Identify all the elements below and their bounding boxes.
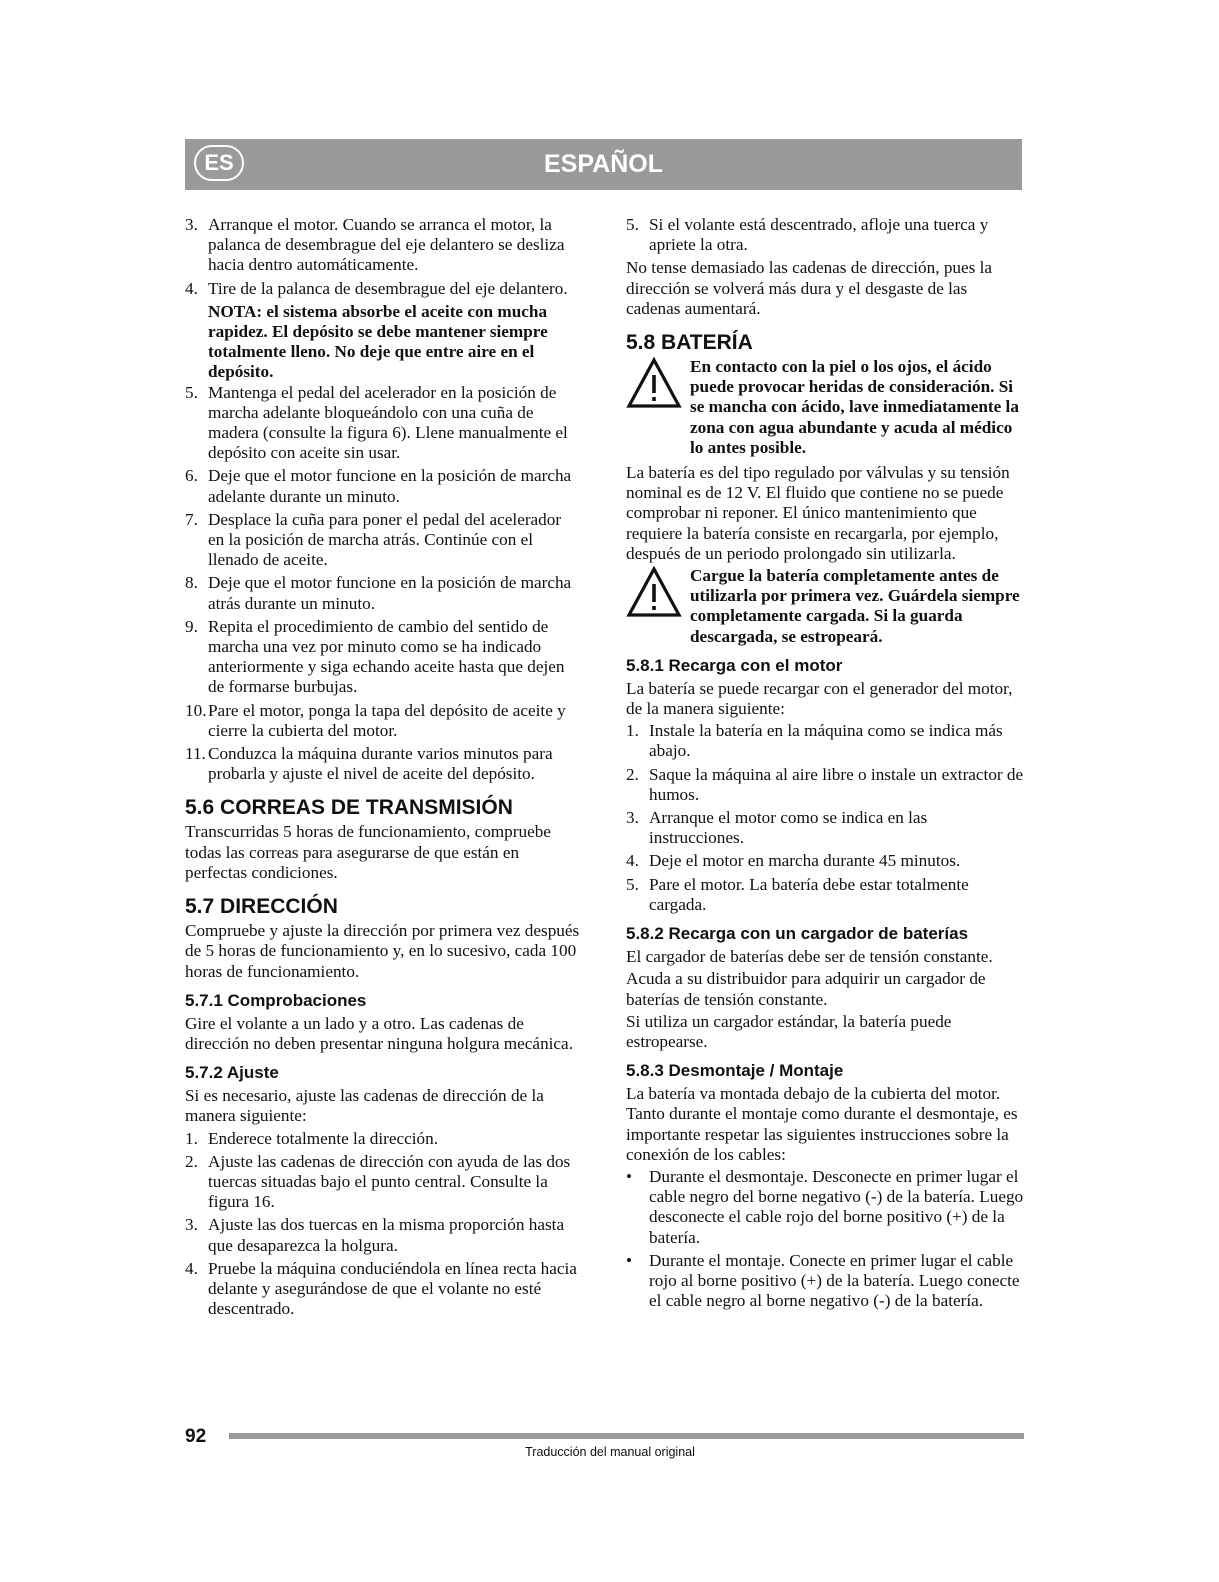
section-5-8-1-heading: 5.8.1 Recarga con el motor bbox=[626, 655, 843, 675]
list-item bbox=[626, 808, 1024, 848]
steering-chain-para: No tense demasiado las cadenas de dirección, pues la dirección se volverá más dura y el desgaste de las cadenas aumentará. bbox=[626, 258, 993, 318]
section-5-8-2-heading: 5.8.2 Recarga con un cargador de baterías bbox=[626, 924, 969, 944]
list-item-number: 1. bbox=[626, 721, 639, 741]
list-item-text: Instale la batería en la máquina como se indica más abajo. bbox=[649, 721, 1003, 761]
section-5-8-2-para-2: Acuda a su distribuidor para adquirir un cargador de baterías de tensión constante. bbox=[626, 969, 986, 1009]
section-5-8-text: La batería es del tipo regulado por válvulas y su tensión nominal es de 12 V. El fluido que contiene no se puede comprobar ni reponer. El único mantenimiento que requiere la batería consiste en recargarla, por ejemplo, después de un periodo prolongado sin utilizarla. bbox=[626, 463, 1010, 563]
list-item-text: Ajuste las cadenas de dirección con ayuda de las dos tuercas situadas bajo el punto central. Consulte la figura 16. bbox=[208, 1151, 571, 1212]
steering-adjust-steps bbox=[185, 1129, 581, 1320]
list-item-text: Pruebe la máquina conduciéndola en línea recta hacia delante y asegurándose de que el volante no esté descentrado. bbox=[208, 1258, 577, 1319]
list-item bbox=[626, 765, 1024, 805]
list-item-number: 2. bbox=[185, 1151, 198, 1171]
list-item-text: Repita el procedimiento de cambio del sentido de marcha una vez por minuto como se ha indicado anteriormente y siga echando aceite hasta que dejen de formarse burbujas. bbox=[208, 616, 565, 697]
list-item-number: 5. bbox=[185, 382, 198, 402]
list-item bbox=[185, 279, 581, 299]
list-item-number: 6. bbox=[185, 466, 198, 486]
cable-connection-bullets bbox=[626, 1167, 1024, 1311]
list-item-text: Durante el desmontaje. Desconecte en primer lugar el cable negro del borne negativo (-) de la batería. Luego desconecte el cable rojo del borne positivo (+) de la batería. bbox=[649, 1166, 1024, 1247]
list-item-text: Desplace la cuña para poner el pedal del acelerador en la posición de marcha atrás. Continúe con el llenado de aceite. bbox=[208, 509, 562, 570]
list-item-number: 5. bbox=[626, 874, 639, 894]
section-5-6-heading: 5.6 CORREAS DE TRANSMISIÓN bbox=[185, 796, 513, 820]
list-item-number: 4. bbox=[185, 278, 198, 298]
list-item-number: • bbox=[626, 1166, 633, 1186]
list-item-text: Saque la máquina al aire libre o instale un extractor de humos. bbox=[649, 764, 1024, 804]
list-item-text: Enderece totalmente la dirección. bbox=[208, 1128, 439, 1148]
list-item bbox=[185, 510, 581, 571]
list-item bbox=[185, 215, 581, 276]
list-item-number: 7. bbox=[185, 509, 198, 529]
list-item bbox=[185, 744, 581, 784]
list-item bbox=[185, 1259, 581, 1320]
warning-triangle-icon bbox=[626, 357, 690, 458]
list-item-text: Deje que el motor funcione en la posición de marcha adelante durante un minuto. bbox=[208, 466, 572, 506]
list-item-number: 2. bbox=[626, 764, 639, 784]
list-item bbox=[185, 466, 581, 506]
steering-adjust-steps-cont bbox=[626, 215, 1024, 255]
list-item-number: 9. bbox=[185, 616, 198, 636]
acid-warning-text: En contacto con la piel o los ojos, el ácido puede provocar heridas de consideración. Si se mancha con ácido, lave inmediatamente la zona con agua abundante y acuda al médico lo antes posible. bbox=[690, 357, 1019, 457]
section-5-7-heading: 5.7 DIRECCIÓN bbox=[185, 895, 338, 919]
list-item bbox=[626, 1167, 1024, 1248]
section-5-7-1-heading: 5.7.1 Comprobaciones bbox=[185, 990, 367, 1010]
list-item-text: Tire de la palanca de desembrague del eje delantero. bbox=[208, 278, 568, 298]
list-item bbox=[626, 215, 1024, 255]
oil-fill-steps-b bbox=[185, 383, 581, 785]
list-item-number: 11. bbox=[185, 744, 206, 764]
list-item-text: Durante el montaje. Conecte en primer lugar el cable rojo al borne positivo (+) de la batería. Luego conecte el cable negro al borne negativo (-) de la batería. bbox=[649, 1250, 1020, 1311]
list-item-number: 3. bbox=[185, 1215, 198, 1235]
list-item-text: Mantenga el pedal del acelerador en la posición de marcha adelante bloqueándolo con una cuña de madera (consulte la figura 6). Llene manualmente el depósito con aceite sin usar. bbox=[208, 382, 568, 463]
section-5-8-heading: 5.8 BATERÍA bbox=[626, 331, 753, 355]
section-5-7-2-heading: 5.7.2 Ajuste bbox=[185, 1063, 279, 1083]
section-5-6-text: Transcurridas 5 horas de funcionamiento, compruebe todas las correas para asegurarse de que están en perfectas condiciones. bbox=[185, 822, 551, 882]
list-item-number: 3. bbox=[185, 215, 198, 234]
list-item-text: Arranque el motor. Cuando se arranca el motor, la palanca de desembrague del eje delantero se desliza hacia dentro automáticamente. bbox=[208, 215, 565, 275]
list-item bbox=[626, 875, 1024, 915]
footer-rule bbox=[229, 1433, 1024, 1439]
list-item-text: Deje el motor en marcha durante 45 minutos. bbox=[649, 851, 961, 871]
section-5-7-text: Compruebe y ajuste la dirección por primera vez después de 5 horas de funcionamiento y, en lo sucesivo, cada 100 horas de funcionamiento. bbox=[185, 921, 580, 981]
list-item bbox=[185, 573, 581, 613]
list-item bbox=[626, 721, 1024, 761]
right-column bbox=[626, 215, 1024, 1314]
list-item-number: • bbox=[626, 1250, 633, 1270]
list-item-number: 4. bbox=[185, 1258, 198, 1278]
footer-note: Traducción del manual original bbox=[525, 1445, 695, 1459]
oil-fill-steps-a bbox=[185, 215, 581, 299]
engine-recharge-steps bbox=[626, 721, 1024, 915]
oil-note: NOTA: el sistema absorbe el aceite con mucha rapidez. El depósito se debe mantener siempre totalmente lleno. No deje que entre aire en el depósito. bbox=[208, 301, 548, 382]
list-item-text: Si el volante está descentrado, afloje una tuerca y apriete la otra. bbox=[649, 215, 989, 255]
list-item bbox=[185, 1215, 581, 1255]
page-title: ESPAÑOL bbox=[544, 150, 663, 178]
list-item bbox=[185, 1152, 581, 1213]
section-5-8-1-text: La batería se puede recargar con el generador del motor, de la manera siguiente: bbox=[626, 678, 1013, 719]
section-5-7-1-text: Gire el volante a un lado y a otro. Las cadenas de dirección no deben presentar ninguna holgura mecánica. bbox=[185, 1013, 573, 1053]
left-column bbox=[185, 215, 581, 1322]
list-item-text: Pare el motor, ponga la tapa del depósito de aceite y cierre la cubierta del motor. bbox=[208, 700, 566, 740]
list-item-text: Conduzca la máquina durante varios minutos para probarla y ajuste el nivel de aceite del depósito. bbox=[208, 744, 553, 784]
list-item bbox=[185, 1129, 581, 1149]
list-item-text: Arranque el motor como se indica en las instrucciones. bbox=[649, 808, 928, 848]
list-item-number: 8. bbox=[185, 573, 198, 593]
acid-warning bbox=[626, 357, 1024, 458]
charge-warning bbox=[626, 566, 1024, 647]
section-5-8-3-heading: 5.8.3 Desmontaje / Montaje bbox=[626, 1061, 844, 1081]
list-item-number: 4. bbox=[626, 851, 639, 871]
list-item bbox=[185, 617, 581, 698]
section-5-8-2-para-3: Si utiliza un cargador estándar, la batería puede estropearse. bbox=[626, 1011, 952, 1051]
list-item-number: 10. bbox=[185, 700, 207, 720]
list-item-number: 1. bbox=[185, 1128, 198, 1148]
section-5-8-3-text: La batería va montada debajo de la cubierta del motor. Tanto durante el montaje como durante el desmontaje, es importante respetar las siguientes instrucciones sobre la conexión de los cables: bbox=[626, 1084, 1018, 1164]
warning-triangle-icon bbox=[626, 566, 690, 647]
list-item bbox=[626, 1251, 1024, 1312]
list-item-text: Ajuste las dos tuercas en la misma proporción hasta que desaparezca la holgura. bbox=[208, 1215, 565, 1255]
language-badge: ES bbox=[194, 145, 244, 181]
list-item bbox=[185, 383, 581, 464]
list-item bbox=[626, 851, 1024, 871]
page-number: 92 bbox=[185, 1426, 207, 1447]
charge-warning-text: Cargue la batería completamente antes de utilizarla por primera vez. Guárdela siempre completamente cargada. Si la guarda descargada, se estropeará. bbox=[690, 566, 1020, 646]
section-5-7-2-text: Si es necesario, ajuste las cadenas de dirección de la manera siguiente: bbox=[185, 1086, 544, 1126]
section-5-8-2-para-1: El cargador de baterías debe ser de tensión constante. bbox=[626, 947, 993, 967]
list-item bbox=[185, 701, 581, 741]
list-item-text: Deje que el motor funcione en la posición de marcha atrás durante un minuto. bbox=[208, 573, 572, 613]
list-item-text: Pare el motor. La batería debe estar totalmente cargada. bbox=[649, 874, 969, 914]
list-item-number: 5. bbox=[626, 215, 639, 234]
list-item-number: 3. bbox=[626, 808, 639, 828]
